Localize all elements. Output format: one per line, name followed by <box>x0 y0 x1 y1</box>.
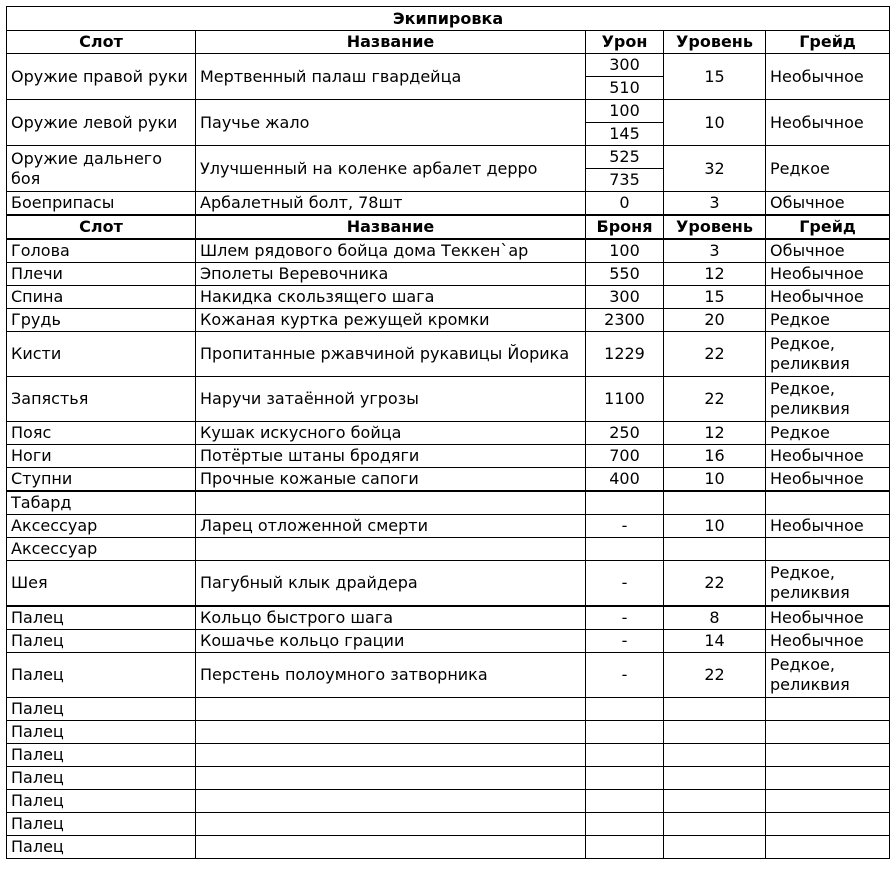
armor-grade <box>766 698 890 721</box>
armor-row <box>7 515 890 538</box>
armor-level <box>664 836 766 859</box>
armor-grade <box>766 538 890 561</box>
armor-grade: Необычное <box>766 606 890 630</box>
armor-row <box>7 239 890 263</box>
weapon-damage-max: 735 <box>586 169 664 192</box>
armor-row <box>7 744 890 767</box>
armor-slot: Спина <box>7 286 196 309</box>
weapon-damage-max: 510 <box>586 77 664 100</box>
weapon-level: 3 <box>664 192 766 216</box>
armor-level: 22 <box>664 653 766 698</box>
armor-level <box>664 491 766 515</box>
weapon-damage-min: 100 <box>586 100 664 123</box>
armor-level <box>664 698 766 721</box>
armor-armor <box>586 813 664 836</box>
armor-row <box>7 767 890 790</box>
header-armor: Броня <box>586 215 664 239</box>
header-level: Уровень <box>664 215 766 239</box>
armor-armor <box>586 721 664 744</box>
weapon-slot: Оружие правой руки <box>7 54 196 100</box>
armor-grade <box>766 813 890 836</box>
header-name: Название <box>196 31 586 54</box>
armor-name: Прочные кожаные сапоги <box>196 468 586 492</box>
weapon-name: Паучье жало <box>196 100 586 146</box>
armor-header-row <box>7 215 890 239</box>
armor-level <box>664 538 766 561</box>
armor-armor <box>586 698 664 721</box>
armor-row <box>7 377 890 422</box>
armor-armor <box>586 538 664 561</box>
armor-slot: Плечи <box>7 263 196 286</box>
armor-grade: Редкое, реликвия <box>766 332 890 377</box>
armor-armor: - <box>586 653 664 698</box>
armor-level: 8 <box>664 606 766 630</box>
armor-level: 3 <box>664 239 766 263</box>
armor-level <box>664 790 766 813</box>
armor-armor: - <box>586 606 664 630</box>
armor-row <box>7 332 890 377</box>
armor-armor: 300 <box>586 286 664 309</box>
armor-slot: Шея <box>7 561 196 607</box>
armor-level: 12 <box>664 422 766 445</box>
armor-armor: 250 <box>586 422 664 445</box>
armor-level: 15 <box>664 286 766 309</box>
armor-name: Перстень полоумного затворника <box>196 653 586 698</box>
armor-armor: 400 <box>586 468 664 492</box>
header-name: Название <box>196 215 586 239</box>
armor-row <box>7 468 890 492</box>
armor-armor: 700 <box>586 445 664 468</box>
weapon-damage: 0 <box>586 192 664 216</box>
armor-row <box>7 653 890 698</box>
armor-slot: Голова <box>7 239 196 263</box>
armor-name: Потёртые штаны бродяги <box>196 445 586 468</box>
weapon-grade: Обычное <box>766 192 890 216</box>
weapon-slot: Оружие левой руки <box>7 100 196 146</box>
armor-level: 22 <box>664 377 766 422</box>
armor-grade: Необычное <box>766 515 890 538</box>
weapon-row <box>7 146 890 169</box>
armor-row <box>7 445 890 468</box>
armor-slot: Палец <box>7 606 196 630</box>
armor-name: Кожаная куртка режущей кромки <box>196 309 586 332</box>
armor-name: Кушак искусного бойца <box>196 422 586 445</box>
armor-name <box>196 767 586 790</box>
armor-grade <box>766 744 890 767</box>
armor-name: Пагубный клык драйдера <box>196 561 586 607</box>
armor-row <box>7 538 890 561</box>
armor-level <box>664 813 766 836</box>
weapon-name: Улучшенный на коленке арбалет дерро <box>196 146 586 192</box>
armor-row <box>7 606 890 630</box>
armor-row <box>7 561 890 607</box>
armor-armor: - <box>586 561 664 607</box>
armor-row <box>7 790 890 813</box>
armor-name: Кошачье кольцо грации <box>196 630 586 653</box>
armor-row <box>7 630 890 653</box>
armor-slot: Ноги <box>7 445 196 468</box>
armor-armor: - <box>586 630 664 653</box>
equipment-table <box>6 6 890 859</box>
armor-name <box>196 813 586 836</box>
armor-name <box>196 698 586 721</box>
weapon-slot: Боеприпасы <box>7 192 196 216</box>
header-damage: Урон <box>586 31 664 54</box>
armor-slot: Аксессуар <box>7 515 196 538</box>
armor-row <box>7 491 890 515</box>
armor-level: 22 <box>664 561 766 607</box>
armor-slot: Палец <box>7 721 196 744</box>
armor-name: Пропитанные ржавчиной рукавицы Йорика <box>196 332 586 377</box>
armor-grade: Необычное <box>766 630 890 653</box>
weapon-name: Мертвенный палаш гвардейца <box>196 54 586 100</box>
weapons-header-row <box>7 31 890 54</box>
armor-slot: Палец <box>7 653 196 698</box>
header-slot: Слот <box>7 215 196 239</box>
armor-slot: Палец <box>7 790 196 813</box>
armor-level <box>664 744 766 767</box>
weapon-level: 10 <box>664 100 766 146</box>
armor-armor: 100 <box>586 239 664 263</box>
armor-grade <box>766 790 890 813</box>
armor-name: Ларец отложенной смерти <box>196 515 586 538</box>
weapon-row <box>7 192 890 216</box>
armor-level: 10 <box>664 515 766 538</box>
armor-slot: Палец <box>7 767 196 790</box>
armor-row <box>7 422 890 445</box>
weapon-damage-min: 525 <box>586 146 664 169</box>
armor-grade: Необычное <box>766 263 890 286</box>
armor-slot: Запястья <box>7 377 196 422</box>
armor-name: Наручи затаённой угрозы <box>196 377 586 422</box>
weapon-damage-min: 300 <box>586 54 664 77</box>
weapon-level: 32 <box>664 146 766 192</box>
armor-slot: Палец <box>7 630 196 653</box>
armor-slot: Аксессуар <box>7 538 196 561</box>
armor-name <box>196 790 586 813</box>
armor-slot: Пояс <box>7 422 196 445</box>
armor-grade: Редкое, реликвия <box>766 377 890 422</box>
armor-level: 12 <box>664 263 766 286</box>
armor-armor <box>586 491 664 515</box>
armor-slot: Палец <box>7 836 196 859</box>
armor-armor <box>586 836 664 859</box>
armor-slot: Кисти <box>7 332 196 377</box>
armor-name <box>196 491 586 515</box>
armor-name <box>196 836 586 859</box>
table-title: Экипировка <box>7 7 890 31</box>
armor-grade: Обычное <box>766 239 890 263</box>
armor-name: Кольцо быстрого шага <box>196 606 586 630</box>
armor-slot: Палец <box>7 698 196 721</box>
armor-name: Накидка скользящего шага <box>196 286 586 309</box>
header-level: Уровень <box>664 31 766 54</box>
armor-grade: Редкое <box>766 309 890 332</box>
armor-level: 10 <box>664 468 766 492</box>
armor-row <box>7 813 890 836</box>
weapon-slot: Оружие дальнего боя <box>7 146 196 192</box>
armor-armor <box>586 744 664 767</box>
weapon-grade: Необычное <box>766 100 890 146</box>
armor-grade: Редкое, реликвия <box>766 653 890 698</box>
armor-grade: Редкое <box>766 422 890 445</box>
armor-grade <box>766 836 890 859</box>
armor-grade: Необычное <box>766 286 890 309</box>
weapon-row <box>7 100 890 123</box>
armor-slot: Палец <box>7 744 196 767</box>
armor-level: 20 <box>664 309 766 332</box>
weapon-name: Арбалетный болт, 78шт <box>196 192 586 216</box>
armor-grade: Редкое, реликвия <box>766 561 890 607</box>
armor-level: 14 <box>664 630 766 653</box>
armor-armor <box>586 767 664 790</box>
armor-level <box>664 721 766 744</box>
armor-armor <box>586 790 664 813</box>
armor-level: 22 <box>664 332 766 377</box>
armor-grade <box>766 491 890 515</box>
armor-slot: Палец <box>7 813 196 836</box>
armor-armor: 1229 <box>586 332 664 377</box>
weapon-grade: Необычное <box>766 54 890 100</box>
header-grade: Грейд <box>766 31 890 54</box>
armor-level <box>664 767 766 790</box>
weapon-row <box>7 54 890 77</box>
weapon-level: 15 <box>664 54 766 100</box>
armor-armor: 2300 <box>586 309 664 332</box>
armor-row <box>7 309 890 332</box>
weapon-damage-max: 145 <box>586 123 664 146</box>
armor-grade <box>766 767 890 790</box>
armor-armor: 550 <box>586 263 664 286</box>
armor-slot: Ступни <box>7 468 196 492</box>
armor-grade: Необычное <box>766 445 890 468</box>
armor-name: Эполеты Веревочника <box>196 263 586 286</box>
armor-row <box>7 263 890 286</box>
armor-slot: Грудь <box>7 309 196 332</box>
armor-level: 16 <box>664 445 766 468</box>
armor-grade: Необычное <box>766 468 890 492</box>
armor-row <box>7 836 890 859</box>
armor-armor: - <box>586 515 664 538</box>
armor-name <box>196 538 586 561</box>
armor-row <box>7 698 890 721</box>
header-grade: Грейд <box>766 215 890 239</box>
armor-name <box>196 744 586 767</box>
armor-row <box>7 286 890 309</box>
header-slot: Слот <box>7 31 196 54</box>
armor-name: Шлем рядового бойца дома Теккен`ар <box>196 239 586 263</box>
armor-grade <box>766 721 890 744</box>
armor-armor: 1100 <box>586 377 664 422</box>
armor-row <box>7 721 890 744</box>
weapon-grade: Редкое <box>766 146 890 192</box>
armor-slot: Табард <box>7 491 196 515</box>
armor-name <box>196 721 586 744</box>
